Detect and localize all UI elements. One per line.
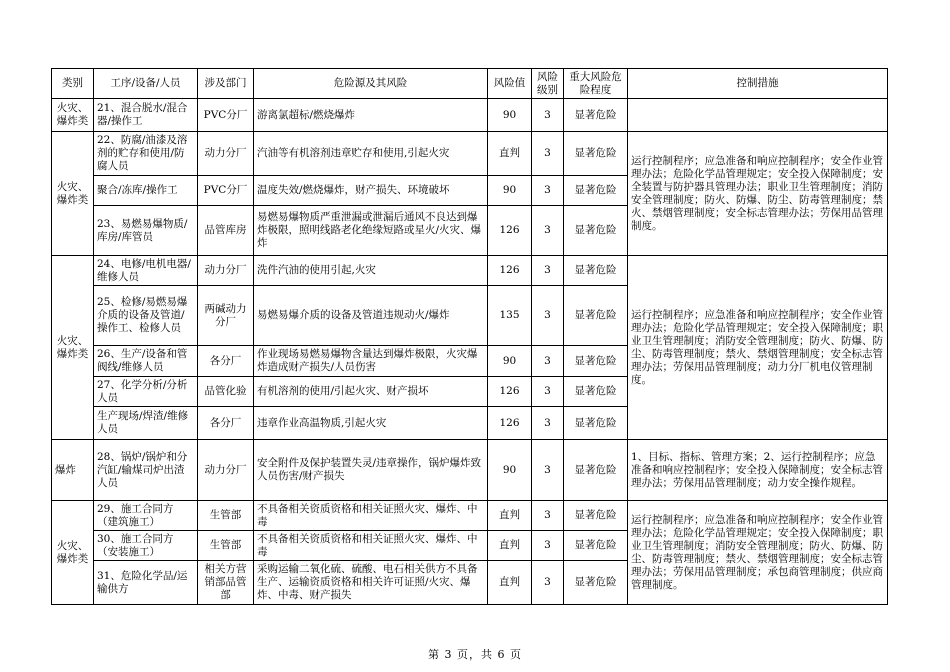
department-cell: 动力分厂 bbox=[198, 132, 254, 176]
hazard-cell: 作业现场易燃易爆物含量达到爆炸极限，火灾爆炸造成财产损失/人员伤害 bbox=[254, 346, 488, 377]
major-risk-cell: 显著危险 bbox=[564, 407, 628, 440]
major-risk-cell: 显著危险 bbox=[564, 377, 628, 407]
risk-value-cell: 直判 bbox=[488, 132, 532, 176]
header-category: 类别 bbox=[52, 69, 94, 99]
category-cell: 火灾、爆炸类 bbox=[52, 132, 94, 256]
risk-level-cell: 3 bbox=[532, 440, 564, 501]
major-risk-cell: 显著危险 bbox=[564, 132, 628, 176]
major-risk-cell: 显著危险 bbox=[564, 286, 628, 346]
risk-level-cell: 3 bbox=[532, 561, 564, 605]
measures-cell: 运行控制程序；应急准备和响应控制程序；安全作业管理办法；危险化学品管理规定；安全投入保障制度；职业卫生管理制度；消防安全管理制度；防火、防爆、防尘、防毒管理制度；禁火、禁烟管理制度；安全标志管理办法；劳保用品管理制度；动力分厂机电仪管理制度。 bbox=[628, 256, 888, 440]
major-risk-cell: 显著危险 bbox=[564, 531, 628, 561]
hazard-cell: 游离氯超标/燃烧爆炸 bbox=[254, 99, 488, 132]
process-cell: 23、易燃易爆物质/库房/库管员 bbox=[94, 206, 198, 256]
hazard-cell: 易燃易爆介质的设备及管道违规动火/爆炸 bbox=[254, 286, 488, 346]
department-cell: 各分厂 bbox=[198, 407, 254, 440]
risk-level-cell: 3 bbox=[532, 377, 564, 407]
category-cell: 火灾、爆炸类 bbox=[52, 256, 94, 440]
table-row bbox=[52, 132, 888, 176]
department-cell: 动力分厂 bbox=[198, 440, 254, 501]
major-risk-cell: 显著危险 bbox=[564, 501, 628, 531]
process-cell: 26、生产/设备和管阀线/维修人员 bbox=[94, 346, 198, 377]
risk-value-cell: 90 bbox=[488, 440, 532, 501]
header-department: 涉及部门 bbox=[198, 69, 254, 99]
hazard-cell: 洗件汽油的使用引起,火灾 bbox=[254, 256, 488, 286]
header-major-risk: 重大风险危险程度 bbox=[564, 69, 628, 99]
header-risk-level: 风险级别 bbox=[532, 69, 564, 99]
department-cell: 各分厂 bbox=[198, 346, 254, 377]
major-risk-cell: 显著危险 bbox=[564, 561, 628, 605]
measures-cell bbox=[628, 99, 888, 132]
major-risk-cell: 显著危险 bbox=[564, 346, 628, 377]
department-cell: 生管部 bbox=[198, 501, 254, 531]
hazard-cell: 不具备相关资质资格和相关证照火灾、爆炸、中毒 bbox=[254, 531, 488, 561]
risk-level-cell: 3 bbox=[532, 346, 564, 377]
process-cell: 24、电修/电机电器/维修人员 bbox=[94, 256, 198, 286]
risk-value-cell: 90 bbox=[488, 176, 532, 206]
major-risk-cell: 显著危险 bbox=[564, 440, 628, 501]
risk-level-cell: 3 bbox=[532, 286, 564, 346]
table-row bbox=[52, 440, 888, 501]
hazard-cell: 温度失效/燃烧爆炸，财产损失、环境破坏 bbox=[254, 176, 488, 206]
risk-level-cell: 3 bbox=[532, 176, 564, 206]
table-row bbox=[52, 99, 888, 132]
process-cell: 30、施工合同方（安装施工） bbox=[94, 531, 198, 561]
process-cell: 29、施工合同方（建筑施工） bbox=[94, 501, 198, 531]
department-cell: PVC分厂 bbox=[198, 176, 254, 206]
header-process: 工序/设备/人员 bbox=[94, 69, 198, 99]
header-measures: 控制措施 bbox=[628, 69, 888, 99]
risk-level-cell: 3 bbox=[532, 132, 564, 176]
risk-value-cell: 直判 bbox=[488, 531, 532, 561]
process-cell: 21、混合脱水/混合器/操作工 bbox=[94, 99, 198, 132]
risk-level-cell: 3 bbox=[532, 501, 564, 531]
table-row bbox=[52, 256, 888, 286]
measures-cell: 运行控制程序；应急准备和响应控制程序；安全作业管理办法；危险化学品管理规定；安全投入保障制度；安全装置与防护器具管理办法；职业卫生管理制度；消防安全管理制度；防火、防爆、防尘、防毒管理制度；禁火、禁烟管理制度；安全标志管理办法；劳保用品管理制度。 bbox=[628, 132, 888, 256]
department-cell: 品管化验 bbox=[198, 377, 254, 407]
risk-level-cell: 3 bbox=[532, 99, 564, 132]
risk-value-cell: 直判 bbox=[488, 501, 532, 531]
process-cell: 27、化学分析/分析人员 bbox=[94, 377, 198, 407]
risk-value-cell: 135 bbox=[488, 286, 532, 346]
risk-level-cell: 3 bbox=[532, 256, 564, 286]
process-cell: 聚合/冻库/操作工 bbox=[94, 176, 198, 206]
hazard-cell: 不具备相关资质资格和相关证照火灾、爆炸、中毒 bbox=[254, 501, 488, 531]
department-cell: 两碱动力分厂 bbox=[198, 286, 254, 346]
header-row bbox=[52, 69, 888, 99]
risk-value-cell: 126 bbox=[488, 256, 532, 286]
process-cell: 生产现场/焊渣/维修人员 bbox=[94, 407, 198, 440]
major-risk-cell: 显著危险 bbox=[564, 206, 628, 256]
category-cell: 爆炸 bbox=[52, 440, 94, 501]
risk-value-cell: 直判 bbox=[488, 561, 532, 605]
major-risk-cell: 显著危险 bbox=[564, 176, 628, 206]
hazard-cell: 采购运输二氧化硫、硫酸、电石相关供方不具备生产、运输资质资格和相关许可证照/火灾、爆炸、中毒、财产损失 bbox=[254, 561, 488, 605]
department-cell: 相关方营销部品管部 bbox=[198, 561, 254, 605]
risk-level-cell: 3 bbox=[532, 206, 564, 256]
measures-cell: 运行控制程序；应急准备和响应控制程序；安全作业管理办法；危险化学品管理规定；安全投入保障制度；职业卫生管理制度；消防安全管理制度；防火、防爆、防尘、防毒管理制度；禁火、禁烟管理制度；安全标志管理办法；劳保用品管理制度；承包商管理制度；供应商管理制度。 bbox=[628, 501, 888, 605]
risk-value-cell: 126 bbox=[488, 377, 532, 407]
process-cell: 25、检修/易燃易爆介质的设备及管道/操作工、检修人员 bbox=[94, 286, 198, 346]
measures-cell: 1、目标、指标、管理方案；2、运行控制程序；应急准备和响应控制程序；安全投入保障制度；安全标志管理办法；劳保用品管理制度；动力安全操作规程。 bbox=[628, 440, 888, 501]
process-cell: 22、防腐/油漆及溶剂的贮存和使用/防腐人员 bbox=[94, 132, 198, 176]
process-cell: 28、锅炉/锅炉和分汽缸/输煤司炉出渣人员 bbox=[94, 440, 198, 501]
department-cell: 生管部 bbox=[198, 531, 254, 561]
risk-level-cell: 3 bbox=[532, 407, 564, 440]
hazard-cell: 违章作业高温物质,引起火灾 bbox=[254, 407, 488, 440]
category-cell: 火灾、爆炸类 bbox=[52, 501, 94, 605]
table-row bbox=[52, 501, 888, 531]
page-footer: 第 3 页，共 6 页 bbox=[428, 648, 522, 661]
risk-level-cell: 3 bbox=[532, 531, 564, 561]
risk-table bbox=[51, 68, 888, 605]
header-hazard: 危险源及其风险 bbox=[254, 69, 488, 99]
major-risk-cell: 显著危险 bbox=[564, 99, 628, 132]
process-cell: 31、危险化学品/运输供方 bbox=[94, 561, 198, 605]
hazard-cell: 易燃易爆物质严重泄漏或泄漏后通风不良达到爆炸极限，照明线路老化绝缘短路或星火/火灾、爆炸 bbox=[254, 206, 488, 256]
risk-value-cell: 90 bbox=[488, 346, 532, 377]
department-cell: 动力分厂 bbox=[198, 256, 254, 286]
category-cell: 火灾、爆炸类 bbox=[52, 99, 94, 132]
header-risk-value: 风险值 bbox=[488, 69, 532, 99]
risk-value-cell: 126 bbox=[488, 206, 532, 256]
risk-value-cell: 126 bbox=[488, 407, 532, 440]
hazard-cell: 安全附件及保护装置失灵/违章操作，锅炉爆炸致人员伤害/财产损失 bbox=[254, 440, 488, 501]
hazard-cell: 有机溶剂的使用/引起火灾、财产损坏 bbox=[254, 377, 488, 407]
hazard-cell: 汽油等有机溶剂违章贮存和使用,引起火灾 bbox=[254, 132, 488, 176]
department-cell: 品管库房 bbox=[198, 206, 254, 256]
risk-value-cell: 90 bbox=[488, 99, 532, 132]
department-cell: PVC分厂 bbox=[198, 99, 254, 132]
major-risk-cell: 显著危险 bbox=[564, 256, 628, 286]
